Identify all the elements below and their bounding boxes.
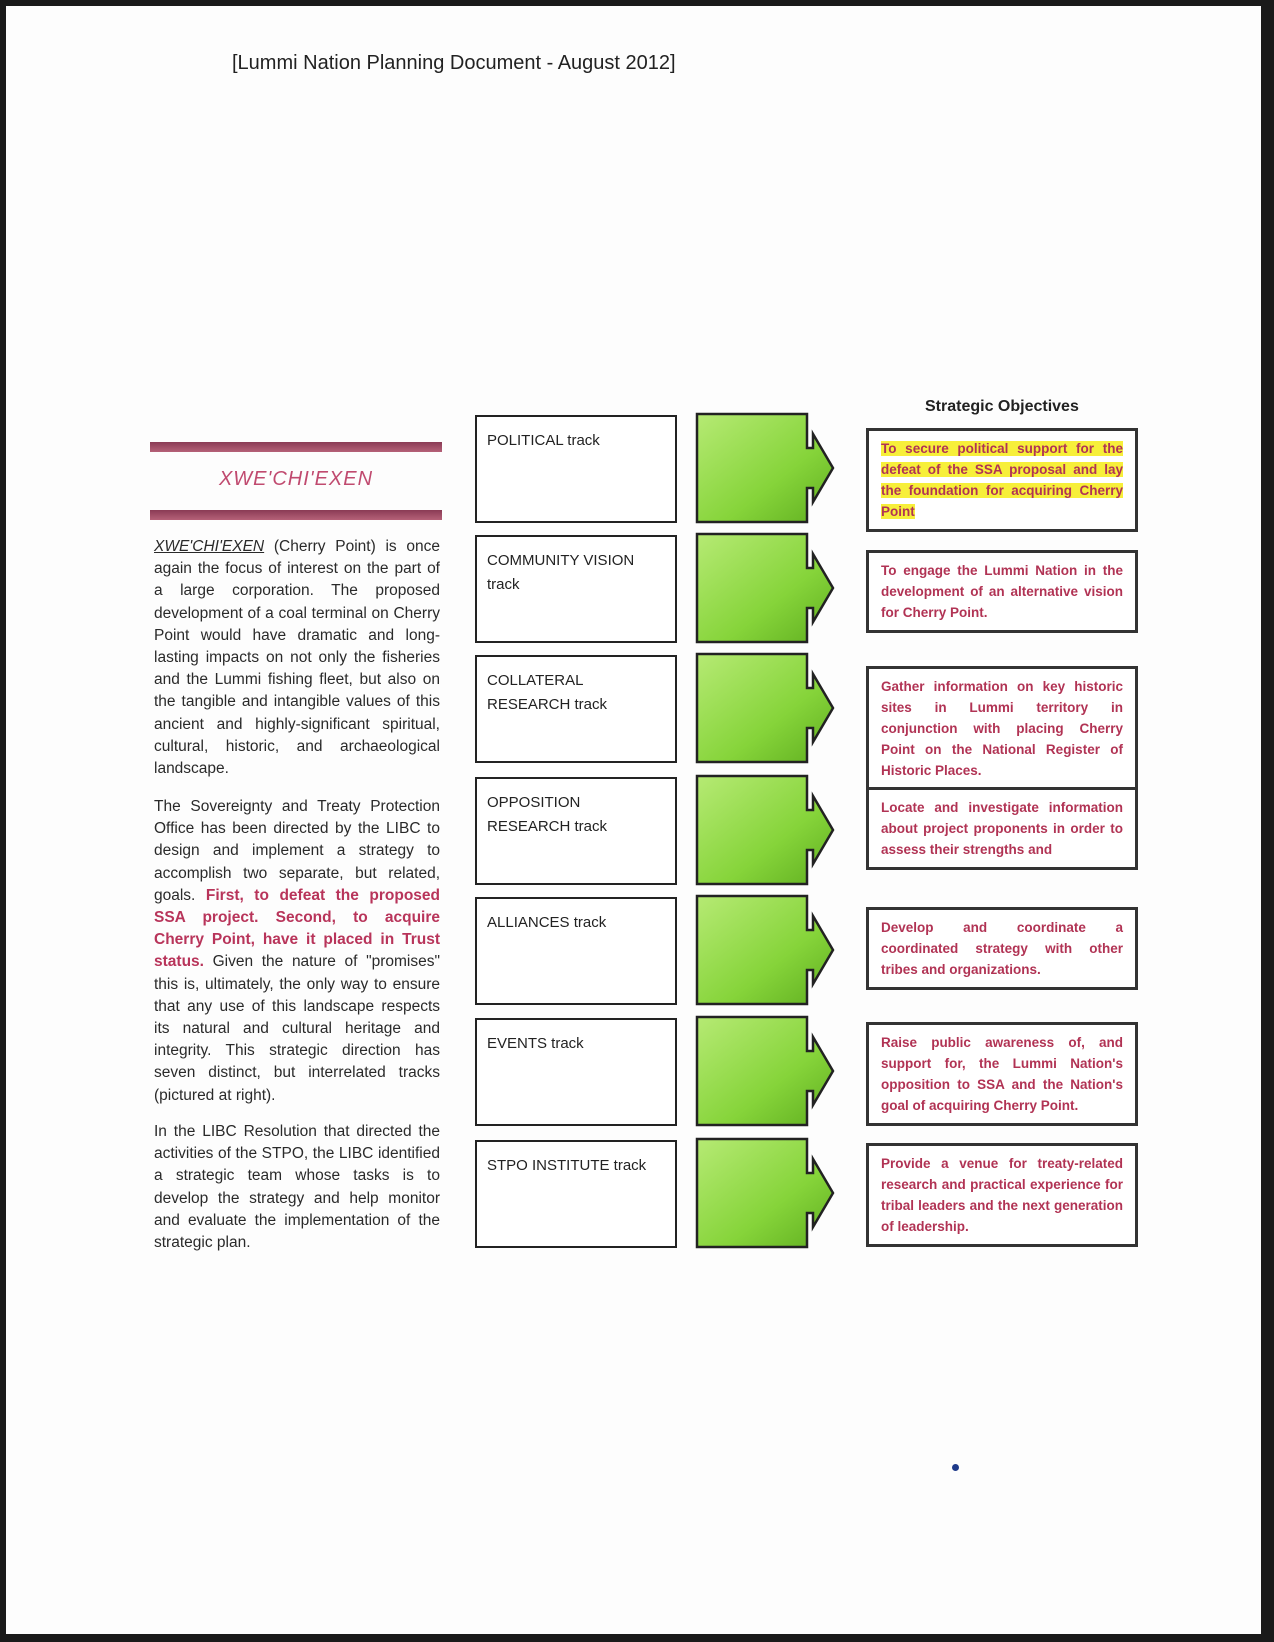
track-political: POLITICAL track: [475, 415, 677, 523]
arrow-icon: [695, 894, 835, 1006]
objective-events: Raise public awareness of, and support for, the Lummi Nation's opposition to SSA and the Nation's goal of acquiring Cherry Point.: [866, 1022, 1138, 1126]
goals-paragraph: [154, 796, 440, 1107]
intro-paragraph: [154, 536, 440, 780]
track-stpo-institute: STPO INSTITUTE track: [475, 1140, 677, 1248]
objective-political: [866, 428, 1138, 532]
goals-intro: The Sovereignty and Treaty Protection Office has been directed by the LIBC to design and implement a strategy to accomplish two separate, but related, goals.: [154, 798, 440, 904]
objective-opposition-research: Locate and investigate information about project proponents in order to assess their strengths and: [866, 787, 1138, 870]
track-opposition-research: OPPOSITION RESEARCH track: [475, 777, 677, 885]
sidebar-title: XWE'CHI'EXEN: [218, 468, 374, 490]
resolution-text: In the LIBC Resolution that directed the activities of the STPO, the LIBC identified a strategic team whose tasks is to develop the strategy and help monitor and evaluate the implementation of the strategic plan.: [154, 1123, 440, 1252]
track-community-vision: COMMUNITY VISION track: [475, 535, 677, 643]
arrow-icon: [695, 1015, 835, 1127]
ink-dot: [952, 1464, 959, 1471]
arrow-icon: [695, 412, 835, 524]
objective-stpo-institute: Provide a venue for treaty-related research and practical experience for tribal leaders and the next generation of leadership.: [866, 1143, 1138, 1247]
track-collateral-research: COLLATERAL RESEARCH track: [475, 655, 677, 763]
goals-rest: Given the nature of "promises" this is, ultimately, the only way to ensure that any use of this landscape respects its natural and cultural heritage and integrity. This strategic direction has seven distinct, but interrelated tracks (pictured at right).: [154, 953, 440, 1104]
objectives-heading: Strategic Objectives: [925, 398, 1079, 415]
arrow-icon: [695, 1137, 835, 1249]
goals-statement: First, to defeat the proposed SSA project. Second, to acquire Cherry Point, have it placed in Trust status.: [154, 886, 441, 971]
resolution-paragraph: [154, 1121, 440, 1254]
title-rule-top: [150, 442, 442, 452]
arrow-icon: [695, 774, 835, 886]
title-rule-bottom: [150, 510, 442, 520]
arrow-icon: [695, 652, 835, 764]
track-alliances: ALLIANCES track: [475, 897, 677, 1005]
objective-collateral-research: Gather information on key historic sites in Lummi territory in conjunction with placing Cherry Point on the National Register of Historic Places.: [866, 666, 1138, 791]
arrow-icon: [695, 532, 835, 644]
track-events: EVENTS track: [475, 1018, 677, 1126]
objective-community-vision: To engage the Lummi Nation in the development of an alternative vision for Cherry Point.: [866, 550, 1138, 633]
cherry-point-name: XWE'CHI'EXEN: [154, 538, 265, 555]
objective-alliances: Develop and coordinate a coordinated strategy with other tribes and organizations.: [866, 907, 1138, 990]
document-header: [Lummi Nation Planning Document - August 2012]: [232, 52, 676, 74]
objective-highlight: To secure political support for the defeat of the SSA proposal and lay the foundation for acquiring Cherry Point: [881, 441, 1123, 519]
intro-text: (Cherry Point) is once again the focus of interest on the part of a large corporation. The proposed development of a coal terminal on Cherry Point would have dramatic and long-lasting impacts on not only the fisheries and the Lummi fishing fleet, but also on the tangible and intangible values of this ancient and highly-significant spiritual, cultural, historic, and archaeological landscape.: [154, 538, 440, 778]
